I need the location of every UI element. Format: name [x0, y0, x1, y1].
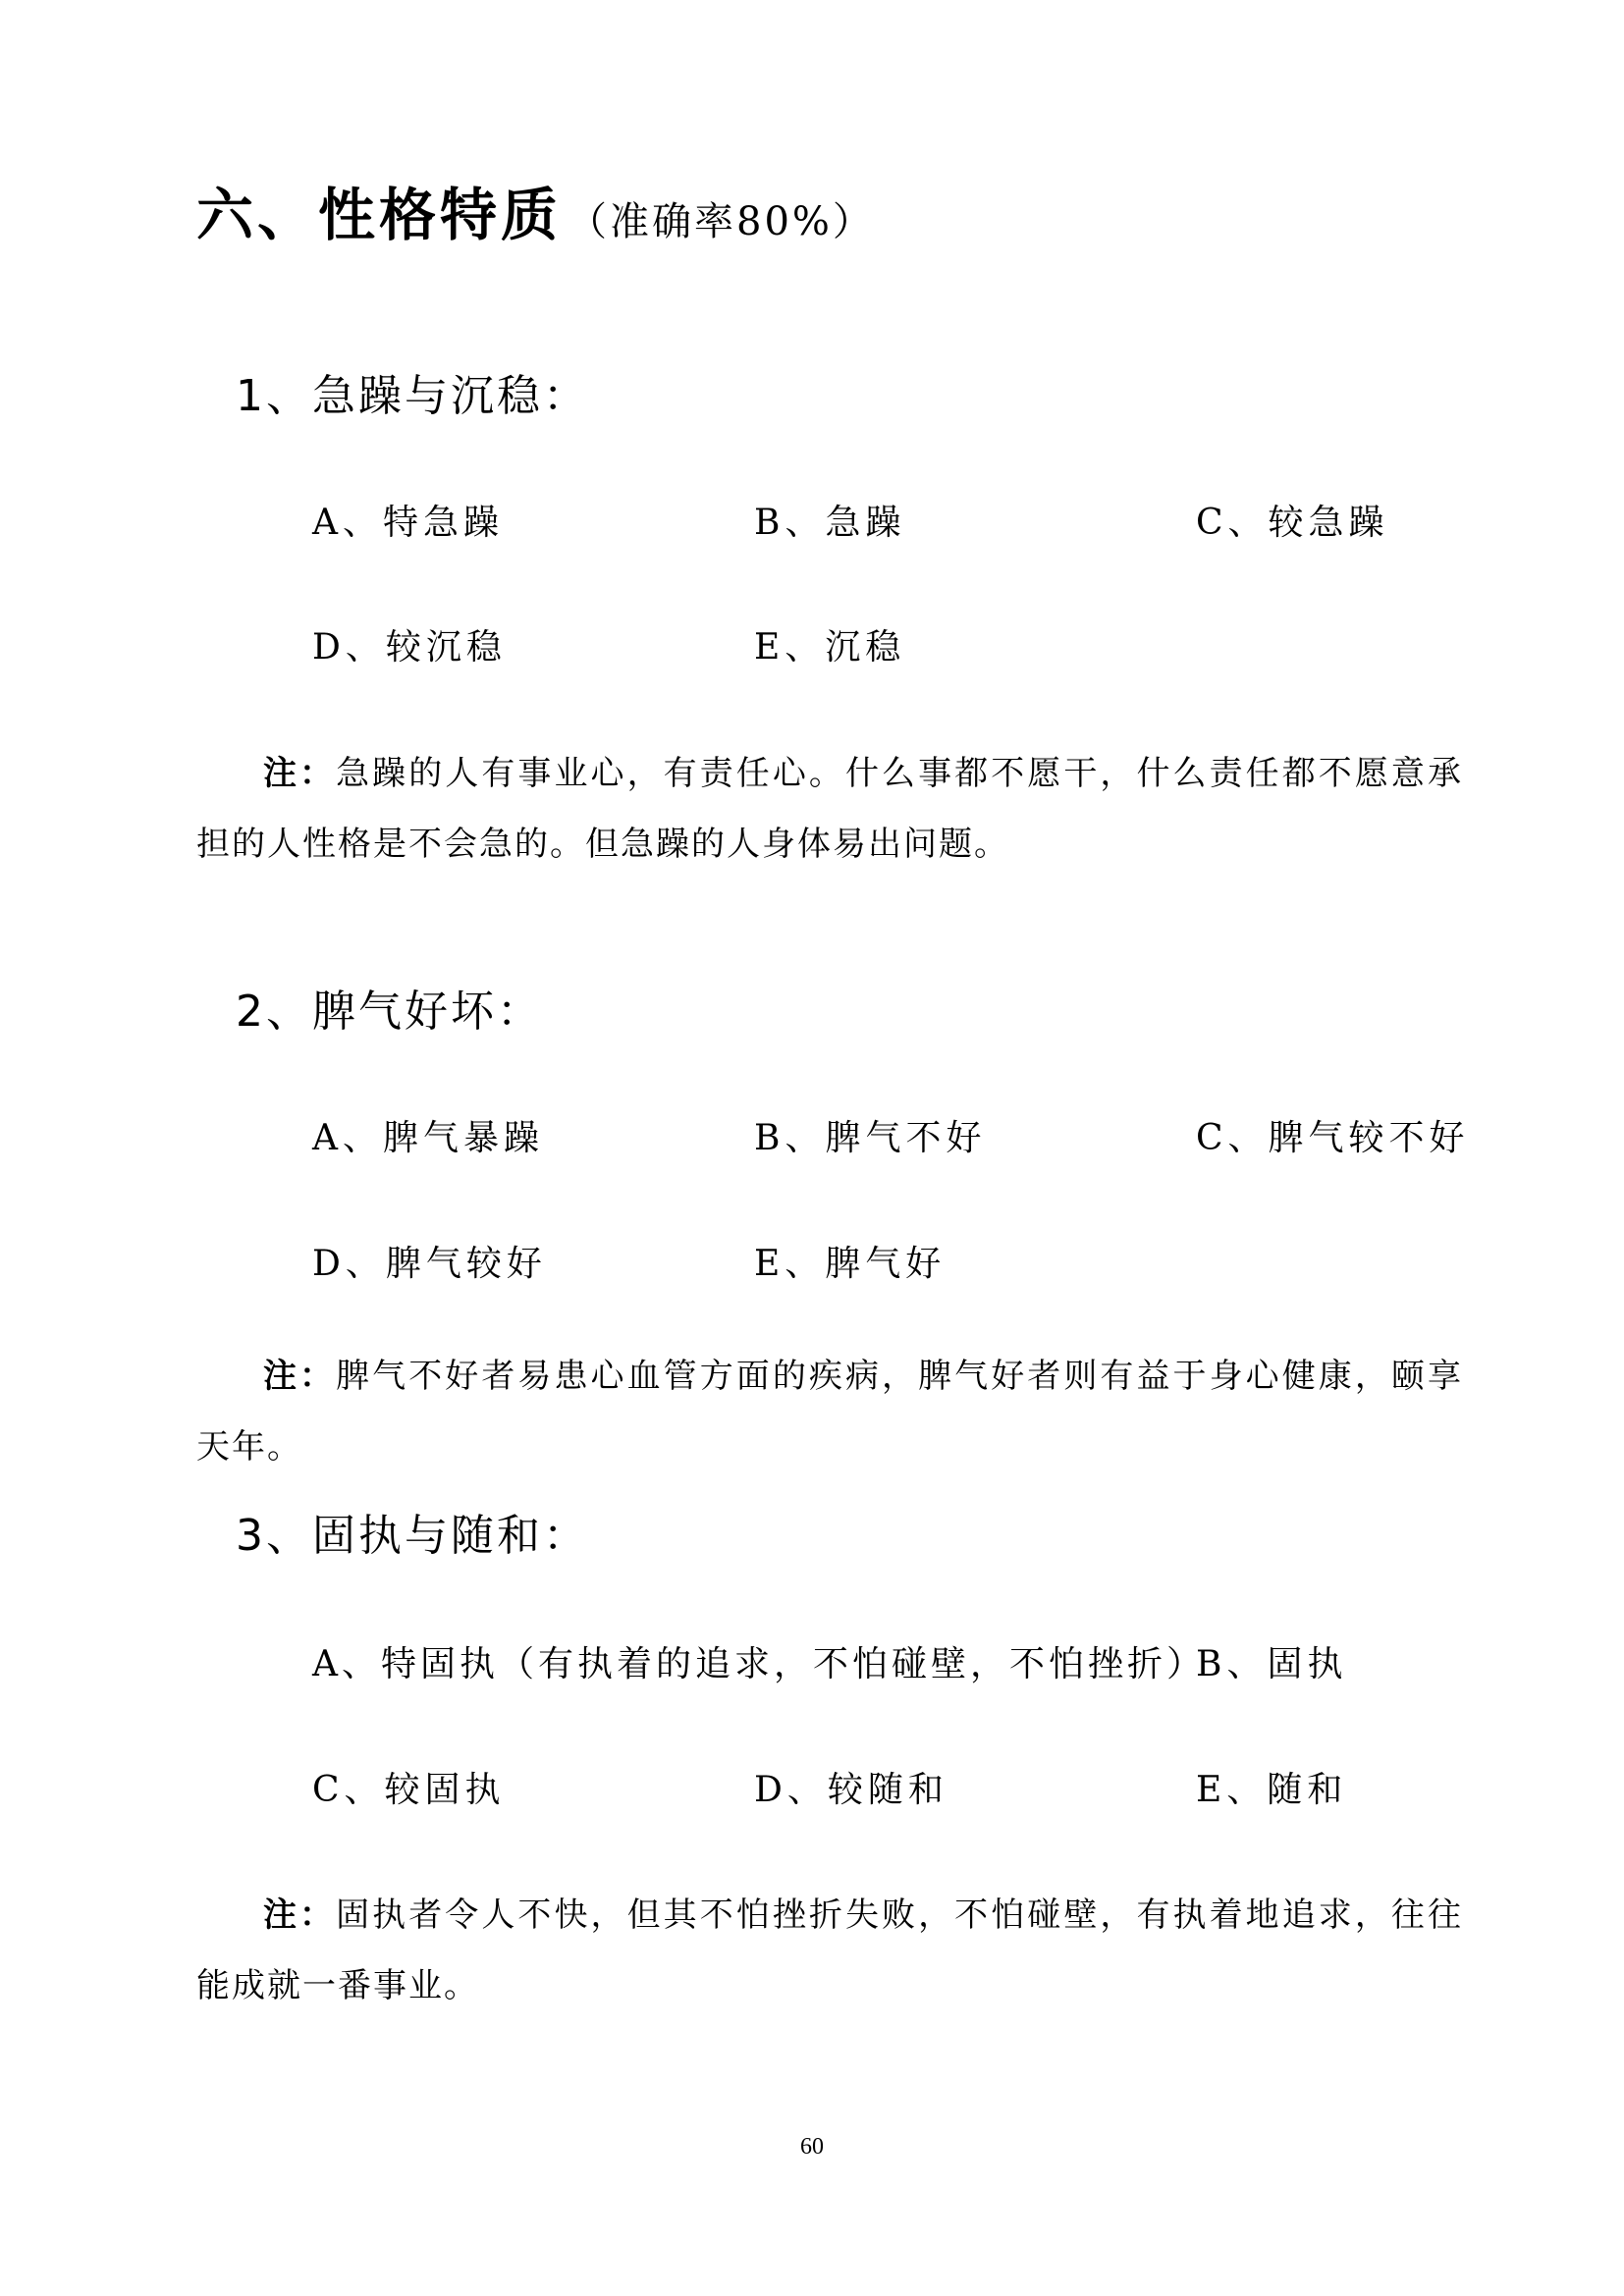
section-2-option-e: E、脾气好 — [754, 1244, 947, 1284]
section-heading-3: 3、固执与随和： — [236, 1511, 589, 1561]
section-1-note — [196, 738, 1463, 880]
section-1-option-a: A、特急躁 — [312, 503, 504, 543]
section-2-option-a: A、脾气暴躁 — [312, 1118, 544, 1158]
note-label: 注： — [263, 1896, 337, 1935]
section-3-option-e: E、随和 — [1196, 1770, 1348, 1810]
section-3-option-a: A、特固执（有执着的追求，不怕碰壁，不怕挫折） — [312, 1644, 1206, 1684]
section-3-option-d: D、较随和 — [754, 1770, 948, 1810]
note-label: 注： — [263, 1357, 337, 1396]
section-2-option-d: D、脾气较好 — [312, 1244, 547, 1284]
section-3-note — [196, 1880, 1463, 2021]
section-3-option-b: B、固执 — [1196, 1644, 1348, 1684]
section-2-option-c: C、脾气较不好 — [1196, 1118, 1470, 1158]
section-3-option-c: C、较固执 — [312, 1770, 506, 1810]
page-title-main: 六、性格特质 — [196, 182, 563, 248]
section-2-option-b: B、脾气不好 — [754, 1118, 987, 1158]
section-2-note — [196, 1341, 1463, 1482]
note-text: 固执者令人不快，但其不怕挫折失败，不怕碰壁，有执着地追求，往往能成就一番事业。 — [196, 1896, 1463, 2005]
note-text: 急躁的人有事业心，有责任心。什么事都不愿干，什么责任都不愿意承担的人性格是不会急的。但急躁的人身体易出问题。 — [196, 754, 1463, 864]
section-1-option-e: E、沉稳 — [754, 627, 906, 667]
page-number: 60 — [800, 2134, 824, 2160]
section-heading-1: 1、急躁与沉稳： — [236, 371, 589, 421]
note-label: 注： — [263, 754, 337, 793]
page-title — [196, 182, 875, 248]
note-text: 脾气不好者易患心血管方面的疾病，脾气好者则有益于身心健康，颐享天年。 — [196, 1357, 1463, 1467]
section-1-option-c: C、较急躁 — [1196, 503, 1389, 543]
section-1-option-d: D、较沉稳 — [312, 627, 507, 667]
section-heading-2: 2、脾气好坏： — [236, 987, 543, 1037]
page-title-accuracy: （准确率80%） — [568, 199, 875, 244]
section-1-option-b: B、急躁 — [754, 503, 906, 543]
